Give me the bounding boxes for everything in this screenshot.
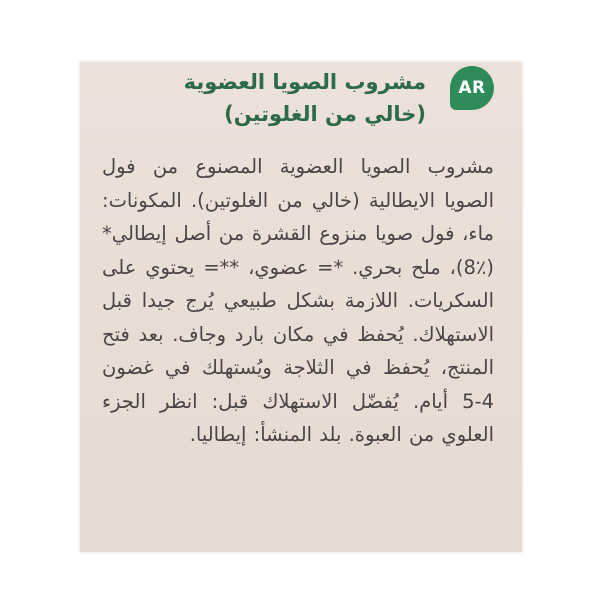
product-subtitle: (خالي من الغلوتين): [224, 102, 426, 126]
product-description: [102, 150, 494, 452]
language-code: AR: [458, 78, 486, 98]
description-storage: جيدا قبل الاستهلاك. يُحفظ في مكان بارد وجاف. بعد فتح المنتج، يُحفظ في الثلاجة ويُستهلك في غضون 4-5 أيام. يُفضّل الاستهلاك قبل: انظر الجزء العلوي من العبوة. بلد المنشأ: إيطاليا.: [102, 289, 494, 446]
shake-word: يُرج: [185, 289, 214, 312]
language-badge: [450, 66, 494, 110]
product-label-panel: [80, 62, 522, 552]
description-lead: مشروب الصويا العضوية المصنوع من فول الصويا الايطالية (خالي من الغلوتين). المكونات: ماء، فول صويا منزوع القشرة من أصل إيطالي* (٪8)، ملح بحري. *= عضوي، **= يحتوي على السكريات. اللازمة بشكل طبيعي: [102, 155, 495, 312]
product-title: مشروب الصويا العضوية: [183, 70, 426, 94]
label-header: [146, 66, 426, 130]
